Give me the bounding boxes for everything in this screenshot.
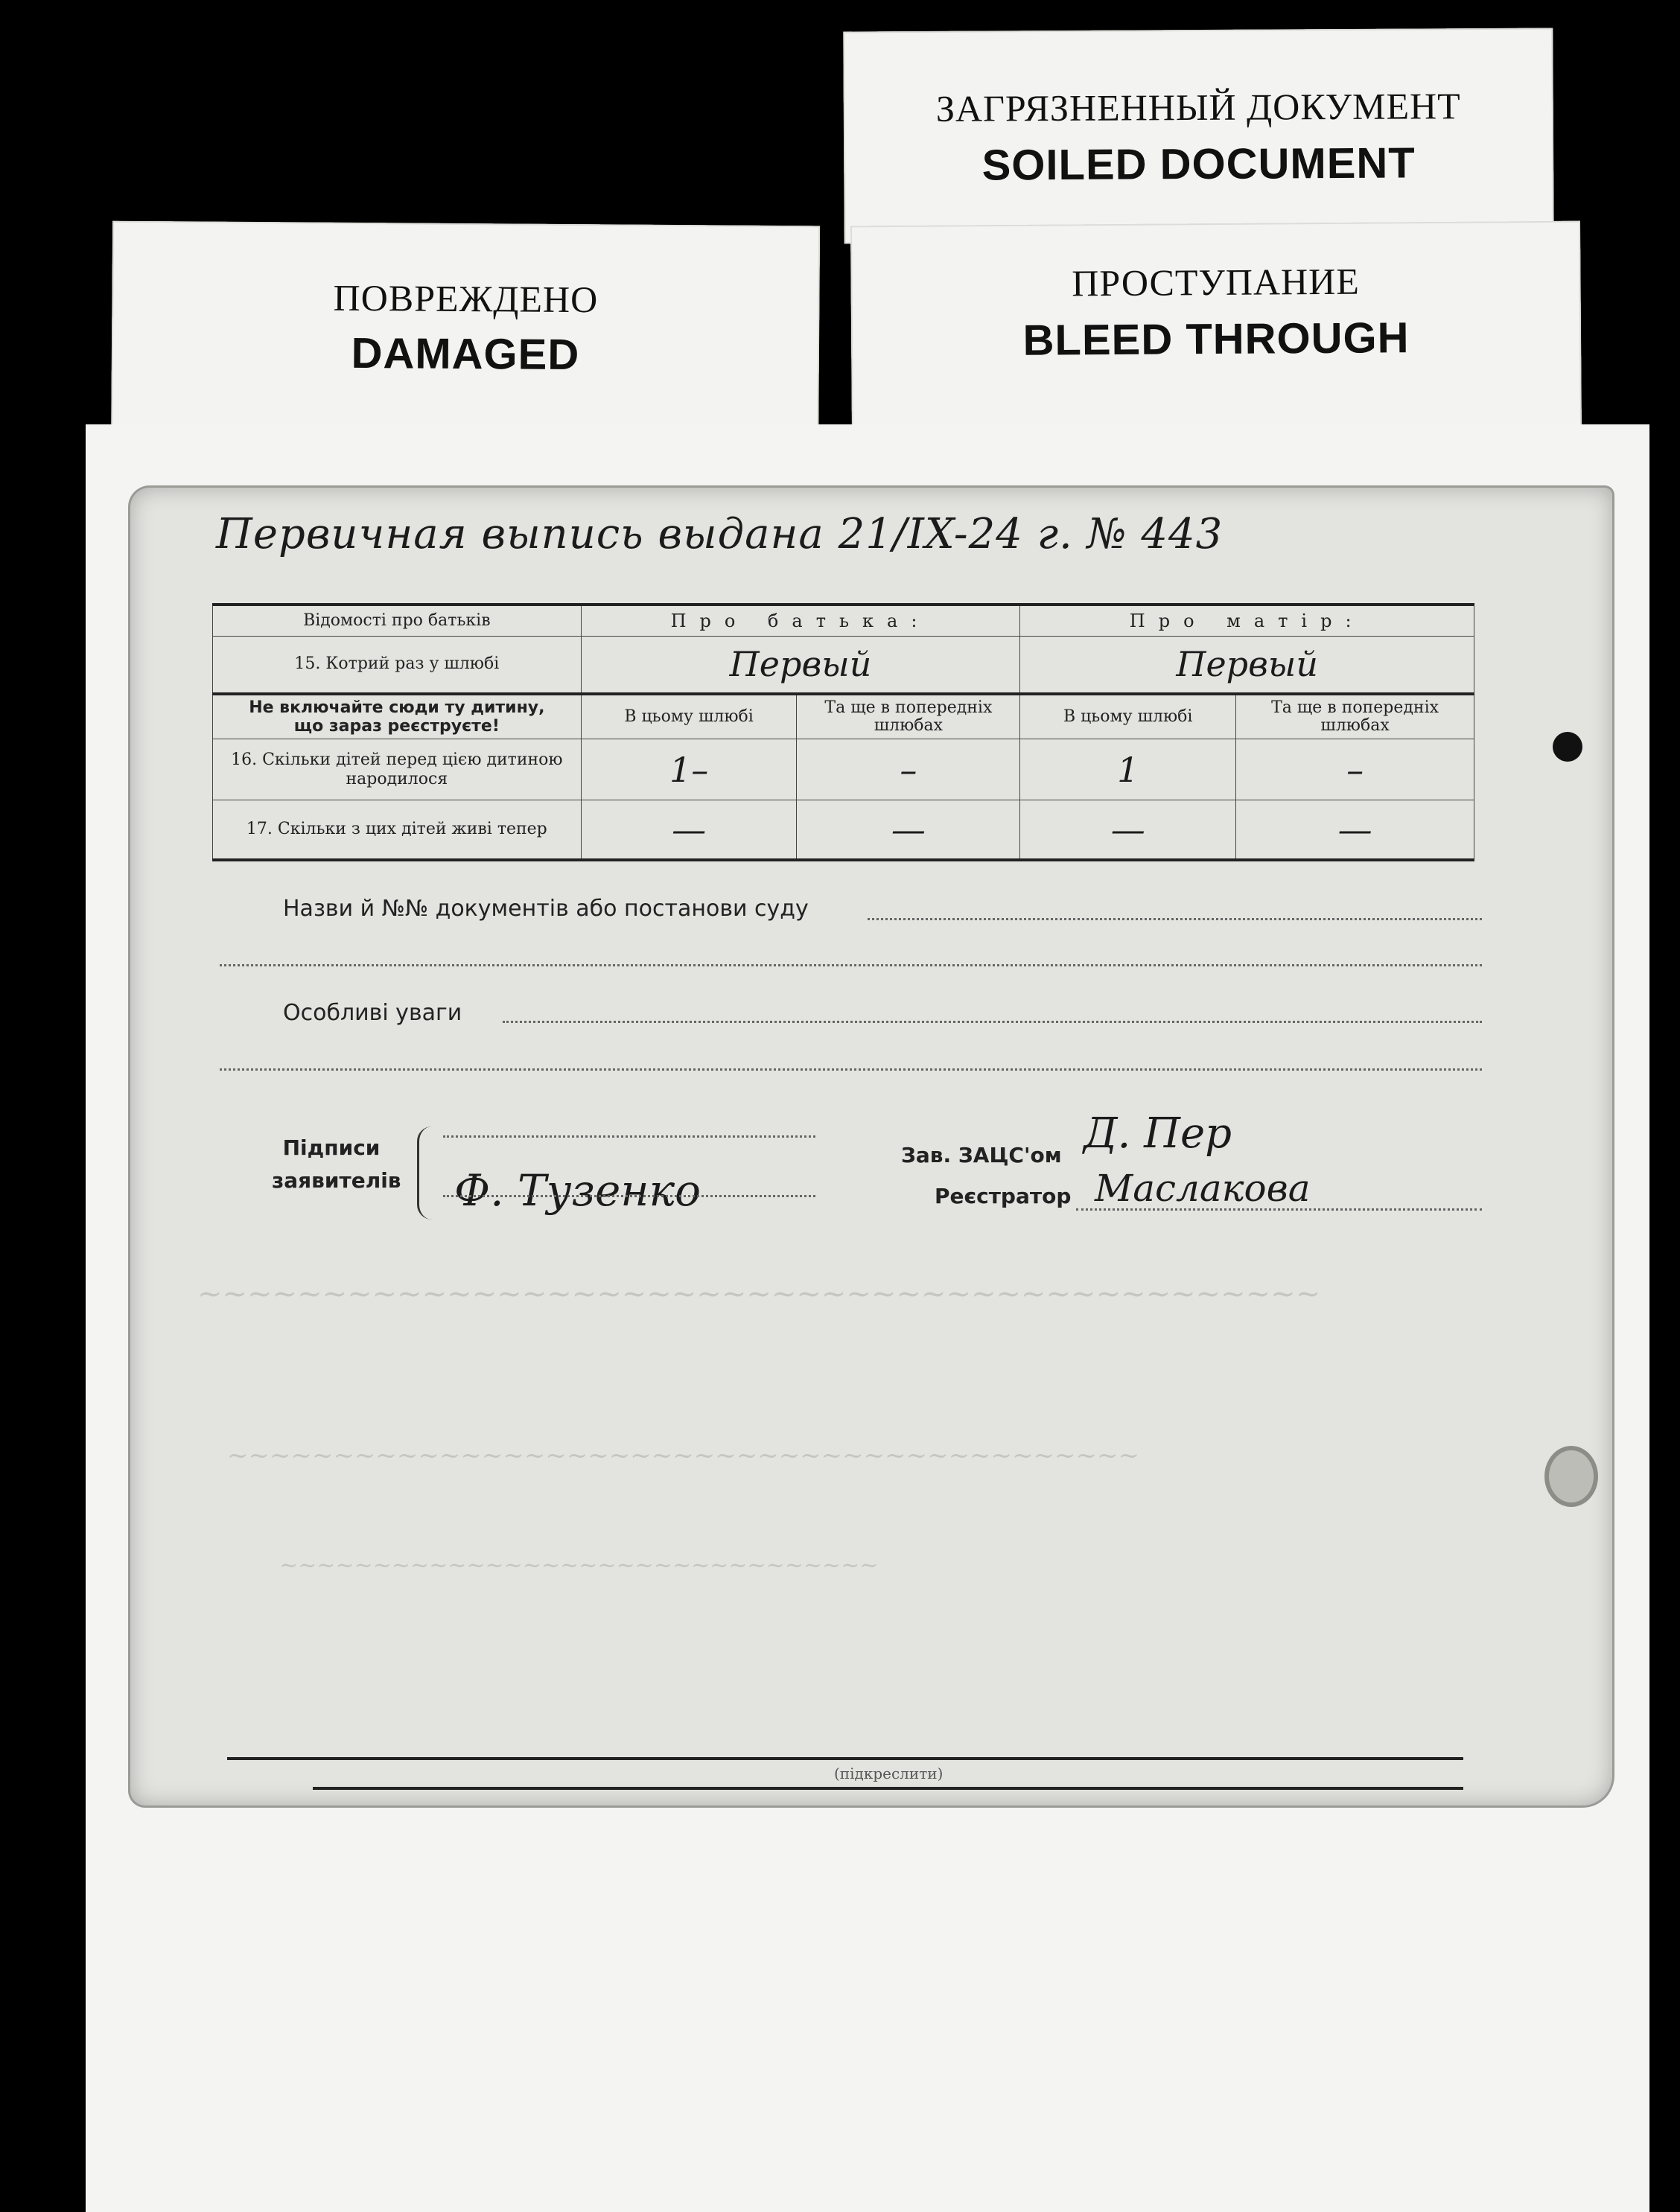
record-card [130,488,1612,1805]
row16-mother-previous: – [1236,739,1474,800]
signatures-label: Підписи заявителів [272,1135,401,1193]
head-signature: Д. Пер [1084,1109,1232,1158]
damaged-label-ru: ПОВРЕЖДЕНО [333,276,599,321]
parents-info-table [212,603,1474,861]
handwritten-header: Первичная выпись выдана 21/IX-24 г. № 443 [216,510,1224,558]
bottom-rule-1 [227,1757,1463,1760]
row17-mother-this: — [1020,800,1236,860]
mother-sub-previous: Та ще в попередніх шлюбах [1236,694,1474,739]
father-sub-previous: Та ще в попередніх шлюбах [797,694,1020,739]
registrar-signature: Маслакова [1095,1167,1311,1210]
exclusion-warning [213,694,582,739]
notes-label: Особливі уваги [283,1000,462,1026]
row17-father-previous: — [797,800,1020,860]
bleed-through-marks: ~~~~~~~~~~~~~~~~~~~~~~~~~~~~~~~~~~~~~~~~~~~ [227,1441,1139,1470]
bottom-rule-2 [313,1787,1463,1790]
warning-line-2: що зараз реєструєте! [293,717,500,736]
bleed-through-marks: ~~~~~~~~~~~~~~~~~~~~~~~~~~~~~~~~~~~~~~~~~~~~~ [197,1277,1321,1311]
row16-father-this: 1– [581,739,797,800]
notes-dotted-line-2 [220,1068,1482,1071]
row15-father-value: Первый [581,636,1020,694]
soil-stain [1549,1450,1594,1502]
signature-dotted-line-2 [443,1195,815,1197]
soiled-label-ru: ЗАГРЯЗНЕННЫЙ ДОКУМЕНТ [935,85,1461,130]
row15-mother-value: Первый [1020,636,1474,694]
signature-dotted-line [443,1135,815,1138]
row16-father-previous: – [797,739,1020,800]
row15-label: 15. Котрий раз у шлюбі [213,636,582,694]
documents-dotted-line [868,918,1482,920]
mother-sub-this-marriage: В цьому шлюбі [1020,694,1236,739]
bleed-through-marks: ~~~~~~~~~~~~~~~~~~~~~~~~~~~~~~~~ [279,1552,879,1578]
row17-label: 17. Скільки з цих дітей живі тепер [213,800,582,860]
soiled-document-label [843,28,1553,244]
soiled-label-en: SOILED DOCUMENT [981,138,1416,190]
documents-label: Назви й №№ документів або постанови суду [283,896,809,922]
documents-dotted-line-2 [220,964,1482,966]
ink-stain [1553,732,1582,762]
col-header-mother: Про матір: [1020,605,1474,636]
col-header-parents: Відомості про батьків [213,605,582,636]
row16-label: 16. Скільки дітей перед цією дитиною народилося [213,739,582,800]
registrar-dotted-line [1076,1208,1482,1211]
father-sub-this-marriage: В цьому шлюбі [581,694,797,739]
registrar-label: Реєстратор [935,1184,1072,1208]
bleed-through-label [850,221,1582,439]
damaged-label-en: DAMAGED [351,328,580,380]
warning-line-1: Не включайте сюди ту дитину, [249,698,545,717]
notes-dotted-line [503,1021,1482,1023]
signatures-brace [417,1126,434,1220]
row17-mother-previous: — [1236,800,1474,860]
applicant-signature: Ф. Тузенко [454,1165,701,1216]
col-header-father: Про батька: [581,605,1020,636]
bleed-label-ru: ПРОСТУПАНИЕ [1072,260,1360,305]
footer-note: (підкреслити) [834,1765,944,1782]
row17-father-this: — [581,800,797,860]
head-label: Зав. ЗАЦС'ом [901,1143,1062,1167]
row16-mother-this: 1 [1020,739,1236,800]
bleed-label-en: BLEED THROUGH [1022,313,1410,365]
